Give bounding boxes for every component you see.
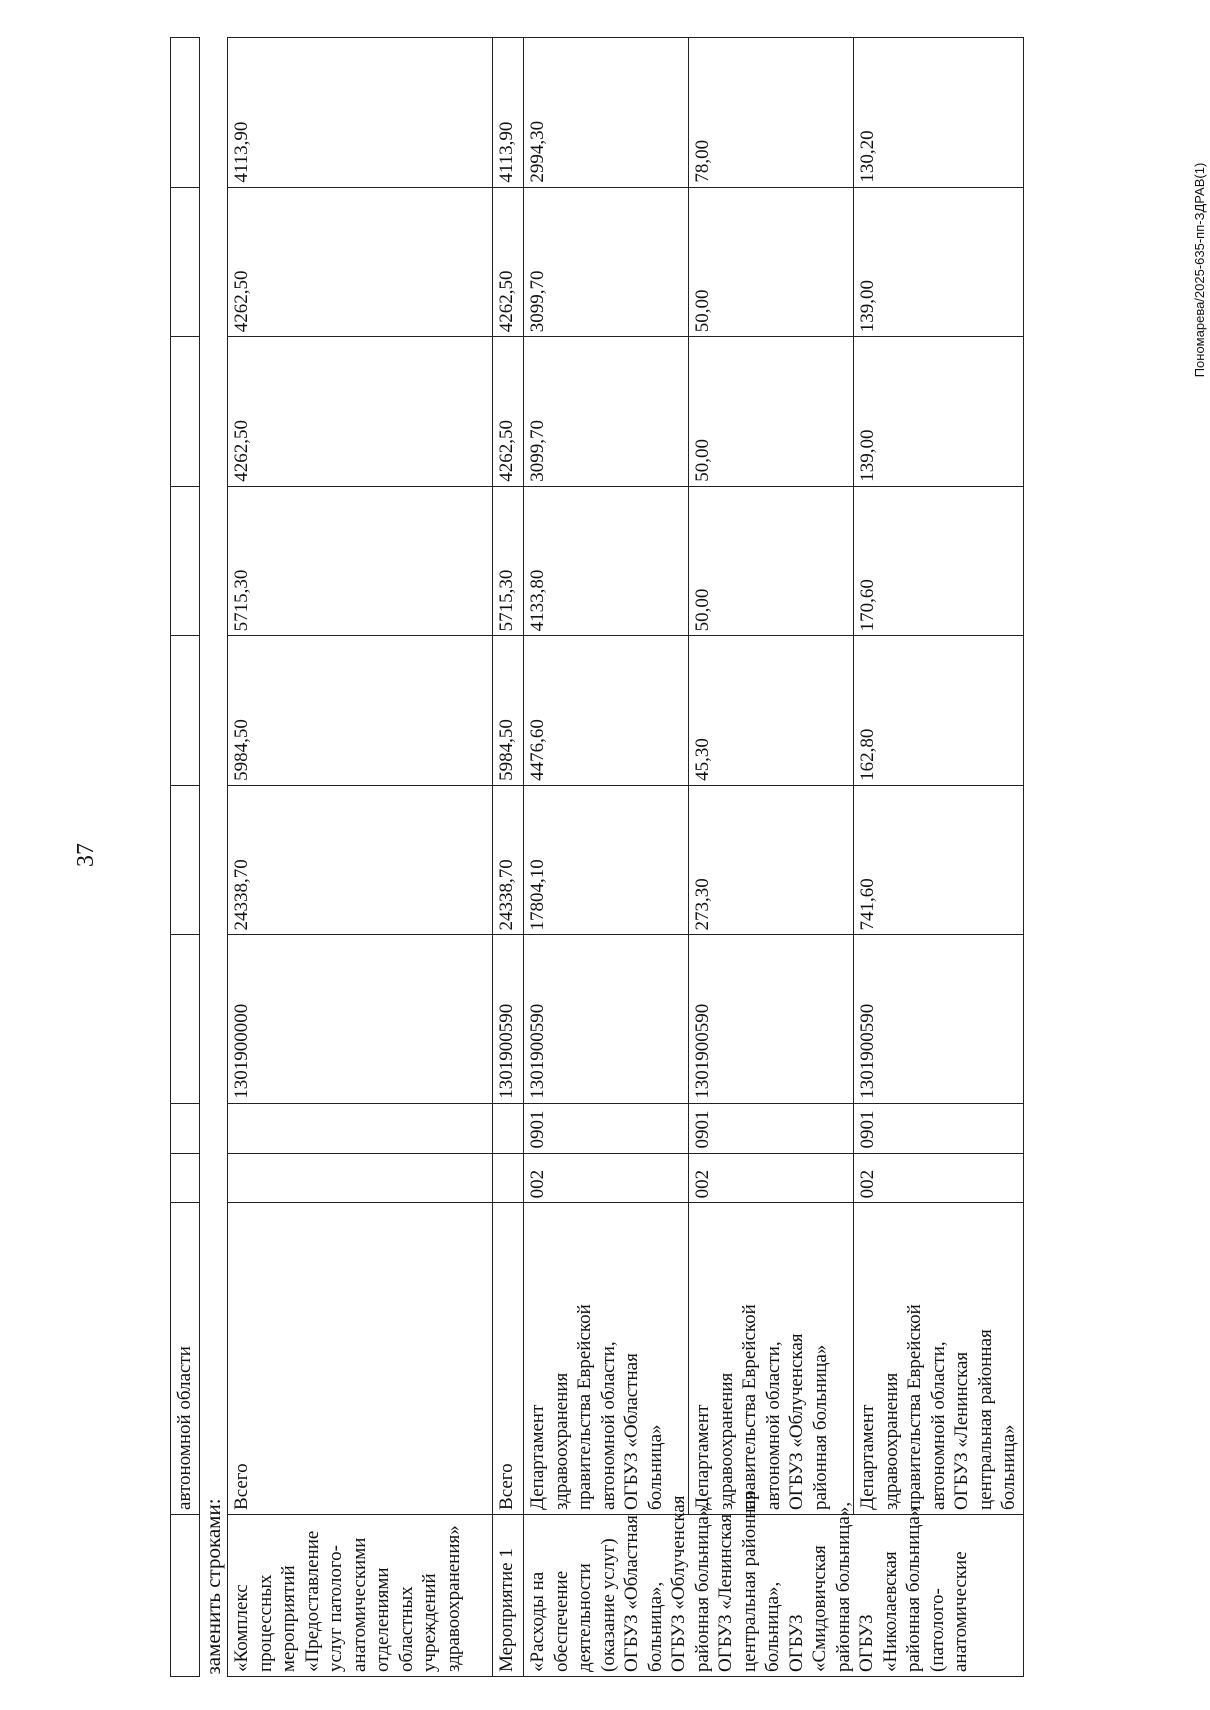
cell-csr: 1301900000 [228, 935, 493, 1103]
table-row-measure-1 [493, 38, 524, 1677]
document-code: Пономарева/2025-635-пп-ЗДРАВ(1) [1192, 162, 1207, 378]
table-row-replace-phrase [199, 38, 228, 1677]
cell-value: 50,00 [689, 486, 854, 636]
cell-value: 162,80 [854, 636, 1024, 786]
cell-responsible: Департамент здравоохранения правительства Еврейской автономной области, ОГБУЗ «Ленинская центральная районная больница» [854, 1203, 1024, 1515]
table-row-top [171, 38, 200, 1677]
cell-responsible: Департамент здравоохранения правительства Еврейской автономной области, ОГБУЗ «Облученская районная больница» [689, 1203, 854, 1515]
cell-value: 4476,60 [524, 636, 689, 786]
cell-grbs [228, 1153, 493, 1203]
cell-empty [171, 337, 200, 487]
cell-value: 78,00 [689, 38, 854, 188]
table-row-org [854, 38, 1024, 1677]
cell-empty [171, 1153, 200, 1203]
cell-grbs [493, 1153, 524, 1203]
cell-empty [171, 636, 200, 786]
cell-value: 139,00 [854, 337, 1024, 487]
cell-empty [171, 486, 200, 636]
table-row-org [689, 38, 854, 1677]
cell-value: 17804,10 [524, 785, 689, 935]
cell-value: 273,30 [689, 785, 854, 935]
cell-value: 3099,70 [524, 337, 689, 487]
cell-value: 5715,30 [228, 486, 493, 636]
cell-value: 3099,70 [524, 187, 689, 337]
cell-complex-name: «Комплекс процессных мероприятий «Предоставление услуг патолого- анатомическими отделениями областных учреждений здравоохранения» [228, 1514, 493, 1676]
cell-grbs: 002 [854, 1153, 1024, 1203]
cell-value: 4262,50 [493, 187, 524, 337]
cell-value: 4113,90 [228, 38, 493, 188]
cell-empty [171, 785, 200, 935]
cell-csr: 1301900590 [524, 935, 689, 1103]
page-number: 37 [73, 843, 99, 867]
cell-value: 24338,70 [228, 785, 493, 935]
cell-csr: 1301900590 [689, 935, 854, 1103]
cell-value: 2994,30 [524, 38, 689, 188]
cell-value: 5984,50 [228, 636, 493, 786]
cell-empty [171, 1103, 200, 1153]
cell-value: 4262,50 [228, 337, 493, 487]
cell-value: 24338,70 [493, 785, 524, 935]
cell-rzpr: 0901 [524, 1103, 689, 1153]
cell-value: 50,00 [689, 187, 854, 337]
cell-value: 5984,50 [493, 636, 524, 786]
cell-grbs: 002 [524, 1153, 689, 1203]
budget-table-rotated [170, 37, 1100, 1677]
cell-value: 4113,90 [493, 38, 524, 188]
cell-csr: 1301900590 [493, 935, 524, 1103]
cell-value: 170,60 [854, 486, 1024, 636]
cell-empty [171, 187, 200, 337]
cell-value: 4262,50 [228, 187, 493, 337]
cell-value: 5715,30 [493, 486, 524, 636]
cell-csr: 1301900590 [854, 935, 1024, 1103]
cell-rzpr [228, 1103, 493, 1153]
budget-table [170, 37, 1024, 1677]
cell-responsible: автономной области [171, 1203, 200, 1515]
cell-responsible: Департамент здравоохранения правительства Еврейской автономной области, ОГБУЗ «Областная больница» [524, 1203, 689, 1515]
cell-rzpr: 0901 [854, 1103, 1024, 1153]
cell-responsible: Всего [493, 1203, 524, 1515]
cell-event-description: «Расходы на обеспечение деятельности (оказание услуг) ОГБУЗ «Областная больница», ОГБУЗ «Облученская районная больница», ОГБУЗ «Ленинская центральная районная больница», ОГБУЗ «Смидовичская районная больница», ОГБУЗ «Николаевская районная больница» (патолого- анатомические [524, 1514, 1024, 1676]
cell-empty [171, 38, 200, 188]
cell-rzpr: 0901 [689, 1103, 854, 1153]
cell-value: 50,00 [689, 337, 854, 487]
cell-value: 139,00 [854, 187, 1024, 337]
cell-measure-name: Мероприятие 1 [493, 1514, 524, 1676]
table-row-org [524, 38, 689, 1677]
table-row-complex-total [228, 38, 493, 1677]
cell-value: 4262,50 [493, 337, 524, 487]
cell-empty [171, 935, 200, 1103]
cell-empty [171, 1514, 200, 1676]
cell-value: 741,60 [854, 785, 1024, 935]
cell-value: 130,20 [854, 38, 1024, 188]
cell-value: 45,30 [689, 636, 854, 786]
cell-responsible: Всего [228, 1203, 493, 1515]
cell-rzpr [493, 1103, 524, 1153]
replace-phrase: заменить строками: [199, 38, 228, 1677]
cell-value: 4133,80 [524, 486, 689, 636]
cell-grbs: 002 [689, 1153, 854, 1203]
